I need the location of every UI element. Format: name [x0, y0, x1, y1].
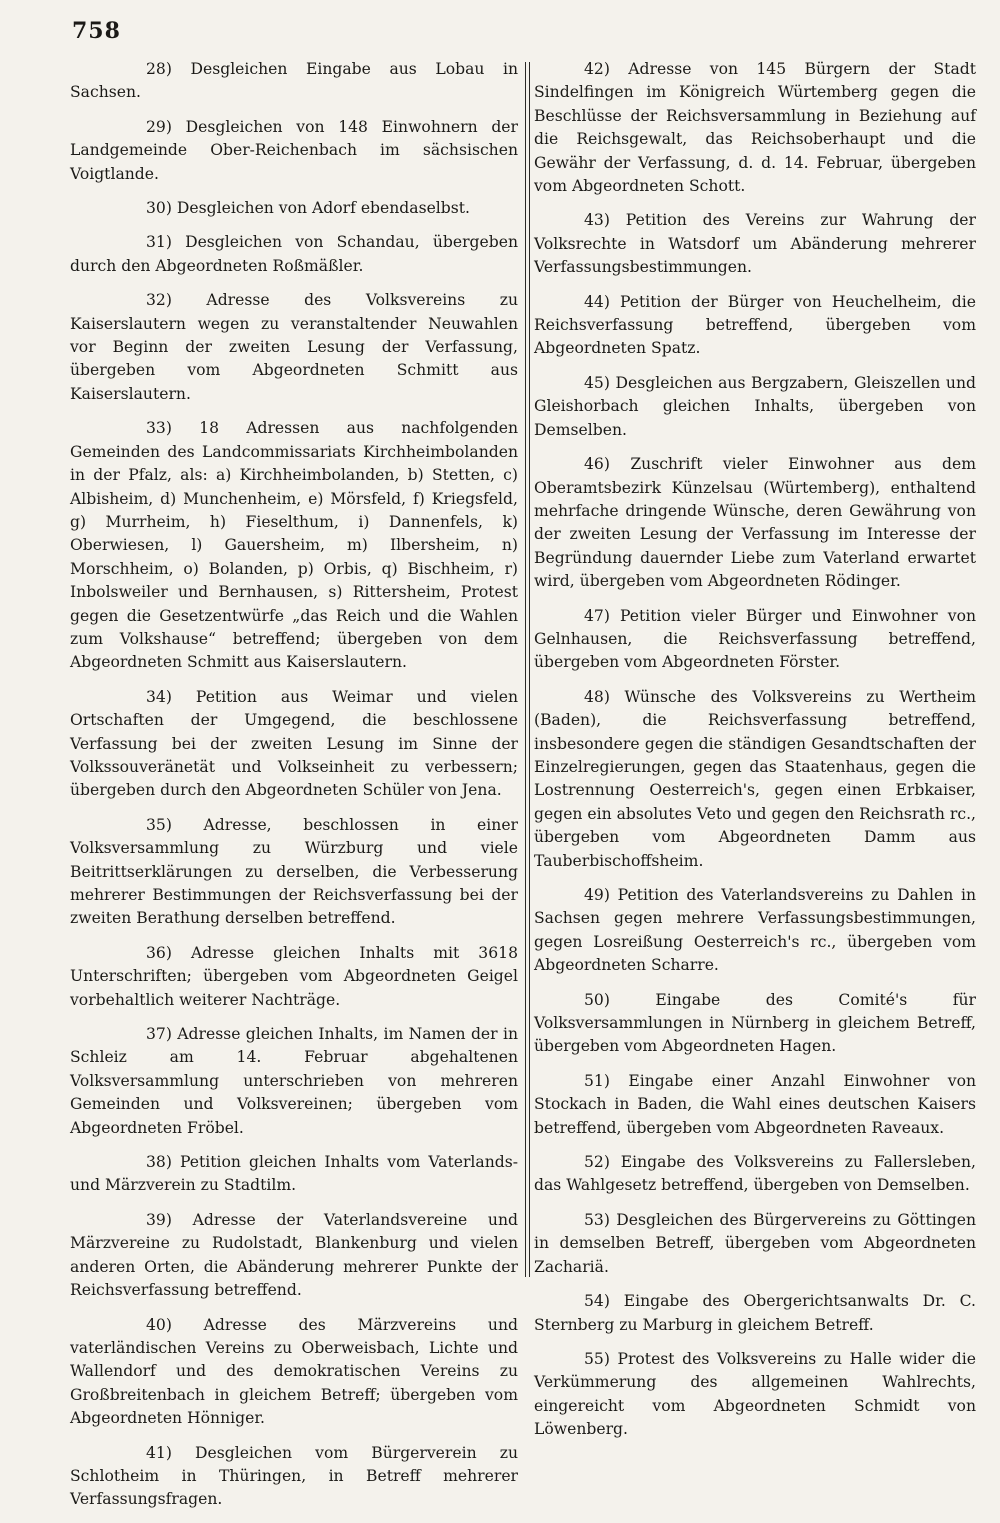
petition-entry-54: 54) Eingabe des Obergerichtsanwalts Dr. C. Sternberg zu Marburg in gleichem Betreff. — [534, 1292, 976, 1334]
petition-entry-48: 48) Wünsche des Volksvereins zu Wertheim (Baden), die Reichsverfassung betreffend, insbesondere gegen die ständigen Gesandtschaften der Einzelregierungen, gegen das Staatenhaus, gegen die Lostrennung Oesterreich's, gegen einen Erbkaiser, gegen ein absolutes Veto und gegen den Reichsrath rc., übergeben vom Abgeordneten Damm aus Tauberbischoffsheim. — [534, 687, 976, 870]
petition-entry-37: 37) Adresse gleichen Inhalts, im Namen der in Schleiz am 14. Februar abgehaltenen Volksversammlung unterschrieben von mehreren Gemeinden und Volksvereinen; übergeben vom Abgeordneten Fröbel. — [70, 1025, 518, 1137]
petition-entry-36: 36) Adresse gleichen Inhalts mit 3618 Unterschriften; übergeben vom Abgeordneten Geigel vorbehaltlich weiterer Nachträge. — [70, 943, 518, 1009]
petition-entry-39: 39) Adresse der Vaterlandsvereine und Märzvereine zu Rudolstadt, Blankenburg und vielen anderen Orten, die Abänderung mehrerer Punkte der Reichsverfassung betreffend. — [70, 1210, 518, 1300]
page-number: 758 — [72, 18, 121, 44]
petition-entry-41: 41) Desgleichen vom Bürgerverein zu Schlotheim in Thüringen, in Betreff mehrerer Verfassungsfragen. — [70, 1443, 518, 1509]
petition-entry-43: 43) Petition des Vereins zur Wahrung der Volksrechte in Watsdorf um Abänderung mehrerer Verfassungsbestimmungen. — [534, 211, 976, 277]
petition-entry-55: 55) Protest des Volksvereins zu Halle wider die Verkümmerung des allgemeinen Wahlrechts, eingereicht vom Abgeordneten Schmidt von Löwenberg. — [534, 1349, 976, 1439]
petition-entry-40: 40) Adresse des Märzvereins und vaterländischen Vereins zu Oberweisbach, Lichte und Wallendorf und des demokratischen Vereins zu Großbreitenbach in gleichem Betreff; übergeben vom Abgeordneten Hönniger. — [70, 1315, 518, 1428]
column-divider — [525, 62, 526, 1277]
petition-entry-35: 35) Adresse, beschlossen in einer Volksversammlung zu Würzburg und viele Beitrittserklärungen zu derselben, die Verbesserung mehrerer Bestimmungen der Reichsverfassung bei der zweiten Berathung derselben betreffend. — [70, 815, 518, 928]
petition-entry-45: 45) Desgleichen aus Bergzabern, Gleiszellen und Gleishorbach gleichen Inhalts, übergeben von Demselben. — [534, 373, 976, 439]
petition-entry-47: 47) Petition vieler Bürger und Einwohner von Gelnhausen, die Reichsverfassung betreffend, übergeben vom Abgeordneten Förster. — [534, 606, 976, 672]
petition-entry-46: 46) Zuschrift vieler Einwohner aus dem Oberamtsbezirk Künzelsau (Würtemberg), enthaltend mehrfache dringende Wünsche, deren Gewährung von der zweiten Lesung der Verfassung im Interesse der Begründung dauernder Liebe zum Vaterland erwartet wird, übergeben vom Abgeordneten Rödinger. — [534, 455, 976, 591]
petition-entry-53: 53) Desgleichen des Bürgervereins zu Göttingen in demselben Betreff, übergeben vom Abgeordneten Zachariä. — [534, 1210, 976, 1276]
column-divider-secondary — [529, 62, 530, 1277]
petition-entry-52: 52) Eingabe des Volksvereins zu Fallersleben, das Wahlgesetz betreffend, übergeben von Demselben. — [534, 1153, 976, 1195]
petition-entry-33: 33) 18 Adressen aus nachfolgenden Gemeinden des Landcommissariats Kirchheimbolanden in der Pfalz, als: a) Kirchheimbolanden, b) Stetten, c) Albisheim, d) Munchenheim, e) Mörsfeld, f) Kriegsfeld, g) Murrheim, h) Fieselthum, i) Dannenfels, k) Oberwiesen, l) Gauersheim, m) Ilbersheim, n) Morschheim, o) Bolanden, p) Orbis, q) Bischheim, r) Inbolsweiler und Bernhausen, s) Rittersheim, Protest gegen die Gesetzentwürfe „das Reich und die Wahlen zum Volkshause“ betreffend; übergeben von dem Abgeordneten Schmitt aus Kaiserslautern. — [70, 419, 518, 672]
petition-entry-49: 49) Petition des Vaterlandsvereins zu Dahlen in Sachsen gegen mehrere Verfassungsbestimmungen, gegen Losreißung Oesterreich's rc., übergeben vom Abgeordneten Scharre. — [534, 886, 976, 975]
petition-entry-51: 51) Eingabe einer Anzahl Einwohner von Stockach in Baden, die Wahl eines deutschen Kaisers betreffend, übergeben vom Abgeordneten Raveaux. — [534, 1071, 976, 1137]
petition-entry-31: 31) Desgleichen von Schandau, übergeben durch den Abgeordneten Roßmäßler. — [70, 233, 518, 275]
petition-entry-44: 44) Petition der Bürger von Heuchelheim, die Reichsverfassung betreffend, übergeben vom Abgeordneten Spatz. — [534, 292, 976, 358]
petition-entry-38: 38) Petition gleichen Inhalts vom Vaterlands- und Märzverein zu Stadtilm. — [70, 1153, 518, 1195]
petition-entry-42: 42) Adresse von 145 Bürgern der Stadt Sindelfingen im Königreich Würtemberg gegen die Beschlüsse der Reichsversammlung in Beziehung auf die Reichsgewalt, das Reichsoberhaupt und die Gewähr der Verfassung, d. d. 14. Februar, übergeben vom Abgeordneten Schott. — [534, 60, 976, 196]
petition-entry-28: 28) Desgleichen Eingabe aus Lobau in Sachsen. — [70, 60, 518, 102]
petition-entry-34: 34) Petition aus Weimar und vielen Ortschaften der Umgegend, die beschlossene Verfassung bei der zweiten Lesung im Sinne der Volkssouveränetät und Volkseinheit zu verbessern; übergeben durch den Abgeordneten Schüler von Jena. — [70, 687, 518, 800]
right-column — [534, 58, 976, 1453]
left-column — [70, 58, 518, 1523]
petition-entry-32: 32) Adresse des Volksvereins zu Kaiserslautern wegen zu veranstaltender Neuwahlen vor Beginn der zweiten Lesung der Verfassung, übergeben vom Abgeordneten Schmitt aus Kaiserslautern. — [70, 291, 518, 403]
petition-entry-50: 50) Eingabe des Comité's für Volksversammlungen in Nürnberg in gleichem Betreff, übergeben vom Abgeordneten Hagen. — [534, 990, 976, 1056]
petition-entry-29: 29) Desgleichen von 148 Einwohnern der Landgemeinde Ober-Reichenbach im sächsischen Voigtlande. — [70, 117, 518, 183]
petition-entry-30: 30) Desgleichen von Adorf ebendaselbst. — [146, 199, 471, 218]
